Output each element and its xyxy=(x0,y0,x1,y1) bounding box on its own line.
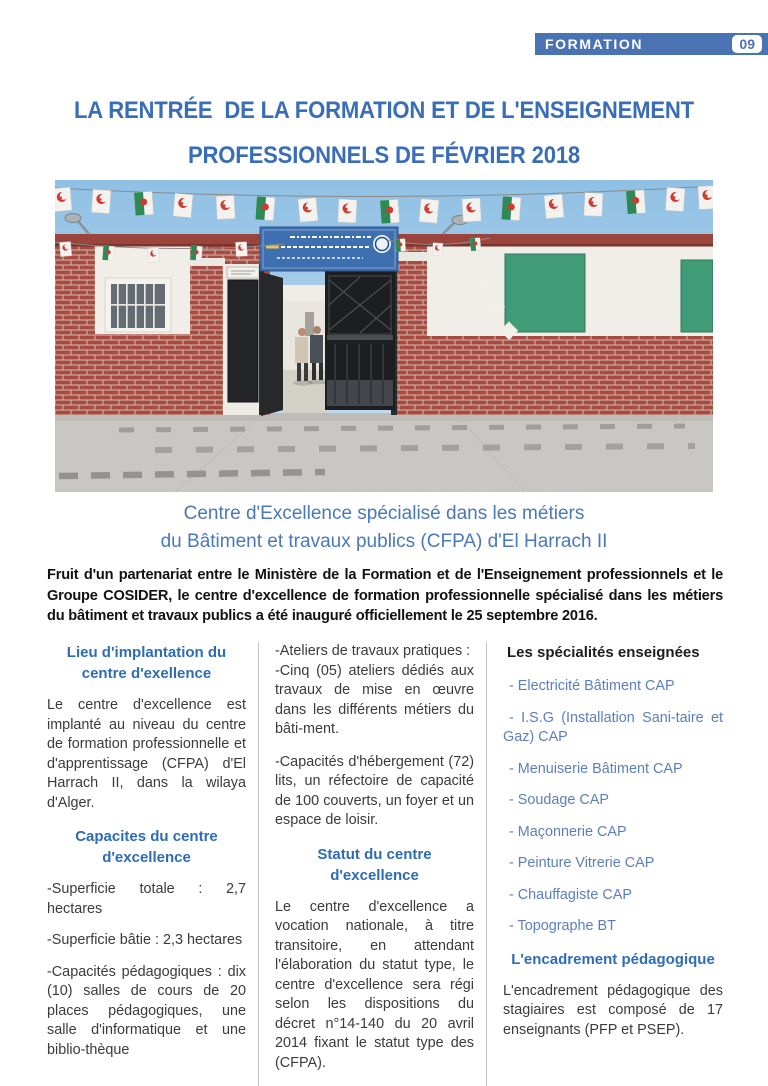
heading-specialites: Les spécialités enseignées xyxy=(507,644,700,661)
article-columns xyxy=(47,642,723,1086)
article-subtitle xyxy=(0,500,768,556)
heading-lieu-implantation: Lieu d'implantation du centre d'exellence xyxy=(66,644,227,682)
heading-statut: Statut du centre d'excellence xyxy=(317,845,432,884)
heading-capacites: Capacites du centre d'excellence xyxy=(75,828,218,866)
entrance-sign xyxy=(260,227,398,271)
column-implantation xyxy=(47,642,258,1086)
section-label: FORMATION xyxy=(545,36,644,52)
paragraph: L'encadrement pédagogique des stagiaires est composé de 17 enseignants (PFP et PSEP). xyxy=(503,982,723,1038)
entrance-photo xyxy=(55,180,713,492)
list-item: -Superficie totale : 2,7 hectares xyxy=(47,881,246,917)
specialty-item: - Maçonnerie CAP xyxy=(509,823,627,840)
specialty-item: - Soudage CAP xyxy=(509,792,609,808)
list-item: -Superficie bâtie : 2,3 hectares xyxy=(47,932,243,948)
intro-paragraph: Fruit d'un partenariat entre le Ministère de la Formation et de l'Enseignement professionnels et le Groupe COSIDER, le centre d'excellence de formation professionnelle spécialisé dans les métiers du bâtiment et travaux publics a été inauguré officiellement le 25 septembre 2016. xyxy=(47,567,723,624)
page-number-badge: 09 xyxy=(732,35,762,53)
specialty-item: - Peinture Vitrerie CAP xyxy=(509,855,655,871)
heading-encadrement: L'encadrement pédagogique xyxy=(511,950,715,968)
specialty-item: - Topographe BT xyxy=(509,918,616,934)
article-title-line2: PROFESSIONNELS DE FÉVRIER 2018 xyxy=(187,142,581,169)
specialty-item: - Electricité Bâtiment CAP xyxy=(509,678,675,694)
column-ateliers-statut xyxy=(258,642,486,1086)
subtitle-line1: Centre d'Excellence spécialisé dans les métiers xyxy=(183,503,585,524)
specialty-item: - Menuiserie Bâtiment CAP xyxy=(509,760,683,777)
paragraph: Le centre d'excellence est implanté au niveau du centre de formation professionnelle et d'apprentissage (CFPA) d'El Harrach II, dans la wilaya d'Alger. xyxy=(47,697,246,811)
article-title-line1: LA RENTRÉE DE LA FORMATION ET DE L'ENSEIGNEMENT xyxy=(74,97,694,124)
paragraph: -Cinq (05) ateliers dédiés aux travaux de mise en œuvre dans les différents métiers du bâti-ment. xyxy=(275,662,474,737)
ground xyxy=(55,413,713,492)
paragraph: -Capacités d'hébergement (72) lits, un réfectoire de capacité de 100 couverts, un foyer et un espace de loisir. xyxy=(275,753,474,828)
specialty-item: - I.S.G (Installation Sani-taire et Gaz) CAP xyxy=(503,709,723,745)
column-specialites xyxy=(486,642,723,1086)
paragraph: -Ateliers de travaux pratiques : xyxy=(275,643,471,659)
section-header-bar xyxy=(535,33,768,55)
subtitle-line2: du Bâtiment et travaux publics (CFPA) d'El Harrach II xyxy=(160,531,608,552)
specialty-item: - Chauffagiste CAP xyxy=(509,886,632,903)
paragraph: Le centre d'excellence a vocation nationale, à titre transitoire, en attendant l'élaboration du statut type, le centre d'excellence sera régi selon les dispositions du décret n°14-140 du 20 avril 2014 fixant le statut type des (CFPA). xyxy=(275,898,474,1071)
list-item: -Capacités pédagogiques : dix (10) salles de cours de 20 places pédagogiques, une salle d'informatique et une biblio-thèque xyxy=(47,963,246,1058)
entrance-gate xyxy=(259,264,397,416)
article-title xyxy=(31,88,738,178)
